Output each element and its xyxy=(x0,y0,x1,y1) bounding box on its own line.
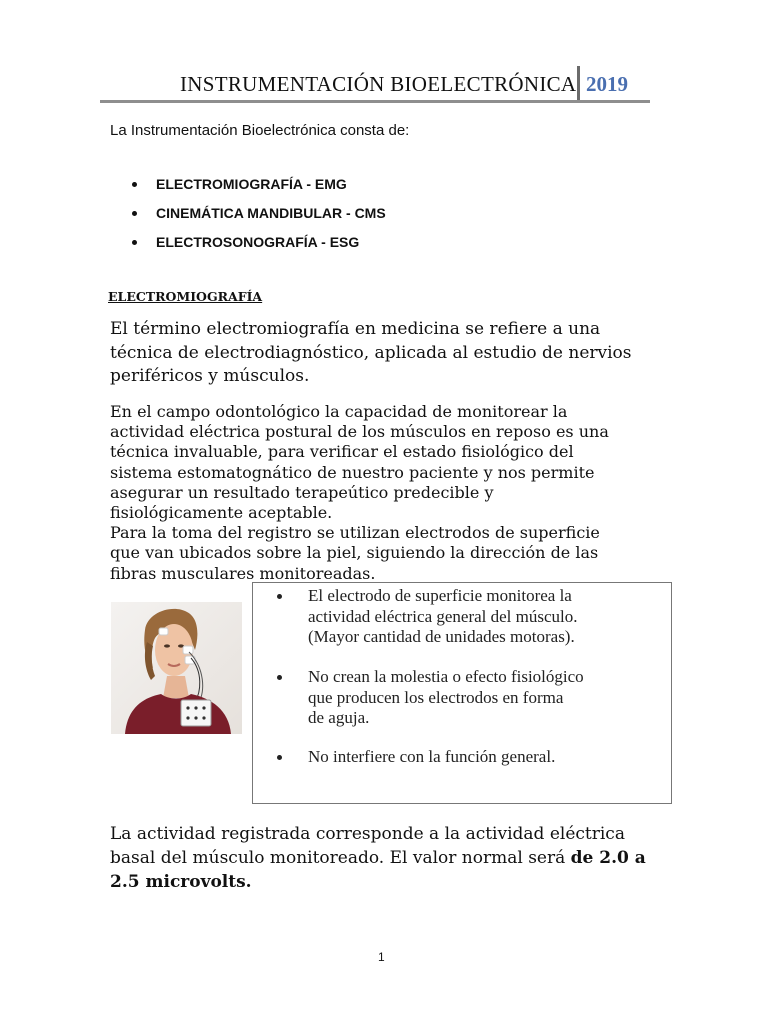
electrode-notes-box xyxy=(252,582,672,804)
bullet-icon xyxy=(277,755,282,760)
document-header xyxy=(100,62,650,104)
text-line: que van ubicados sobre la piel, siguiendo la dirección de las xyxy=(110,543,599,563)
text-line: El electrodo de superficie monitorea la xyxy=(308,586,572,605)
text-line: No crean la molestia o efecto fisiológico xyxy=(308,667,584,686)
bullet-icon xyxy=(277,594,282,599)
text-line: actividad eléctrica general del músculo. xyxy=(308,606,578,626)
list-item xyxy=(130,205,386,234)
text-line: sistema estomatognático de nuestro paciente y nos permite xyxy=(110,462,595,482)
header-separator xyxy=(577,66,580,100)
paragraph-dental-use xyxy=(110,402,670,584)
text-line: Para la toma del registro se utilizan electrodos de superficie xyxy=(110,523,600,543)
module-label: CINEMÁTICA MANDIBULAR - CMS xyxy=(156,205,386,221)
intro-text: La Instrumentación Bioelectrónica consta de: xyxy=(110,122,410,139)
module-list xyxy=(130,176,386,263)
normal-value-highlight: de 2.0 a xyxy=(570,848,646,868)
paragraph-normal-value xyxy=(110,822,670,894)
module-label: ELECTROSONOGRAFÍA - ESG xyxy=(156,234,360,250)
text-line: de aguja. xyxy=(308,708,370,727)
bullet-icon xyxy=(132,211,137,216)
text-line: técnica de electrodiagnóstico, aplicada al estudio de nervios xyxy=(110,342,632,363)
paragraph-definition xyxy=(110,318,650,389)
text-line: basal del músculo monitoreado. El valor normal será de 2.0 a xyxy=(110,848,646,868)
text-line: asegurar un resultado terapeútico predecible y xyxy=(110,482,494,502)
text-line: No interfiere con la función general. xyxy=(308,747,556,766)
document-year: 2019 xyxy=(586,72,628,96)
text-line: (Mayor cantidad de unidades motoras). xyxy=(308,627,575,646)
text-line: actividad eléctrica postural de los músculos en reposo es una xyxy=(110,422,609,442)
text-line: fibras musculares monitoreadas. xyxy=(110,563,376,583)
text-line: El término electromiografía en medicina se refiere a una xyxy=(110,319,601,339)
list-item xyxy=(130,234,386,263)
bullet-icon xyxy=(132,240,137,245)
normal-value-highlight: 2.5 microvolts. xyxy=(110,872,252,892)
text-line: periféricos y músculos. xyxy=(110,366,310,386)
document-title: INSTRUMENTACIÓN BIOELECTRÓNICA xyxy=(180,72,577,96)
text-line: fisiológicamente aceptable. xyxy=(110,503,333,523)
section-heading: ELECTROMIOGRAFÍA xyxy=(108,289,263,304)
text-line: En el campo odontológico la capacidad de monitorear la xyxy=(110,402,568,421)
module-label: ELECTROMIOGRAFÍA - EMG xyxy=(156,176,347,192)
patient-electrode-photo xyxy=(111,602,242,734)
list-item xyxy=(130,176,386,205)
text-line: técnica invaluable, para verificar el estado fisiológico del xyxy=(110,442,574,462)
text-line: La actividad registrada corresponde a la actividad eléctrica xyxy=(110,824,625,844)
bullet-icon xyxy=(132,182,137,187)
patient-with-surface-electrodes-photo xyxy=(111,602,242,734)
page-number: 1 xyxy=(378,950,385,964)
text-line: que producen los electrodos en forma xyxy=(308,687,564,707)
bullet-icon xyxy=(277,675,282,680)
header-rule xyxy=(100,100,650,103)
